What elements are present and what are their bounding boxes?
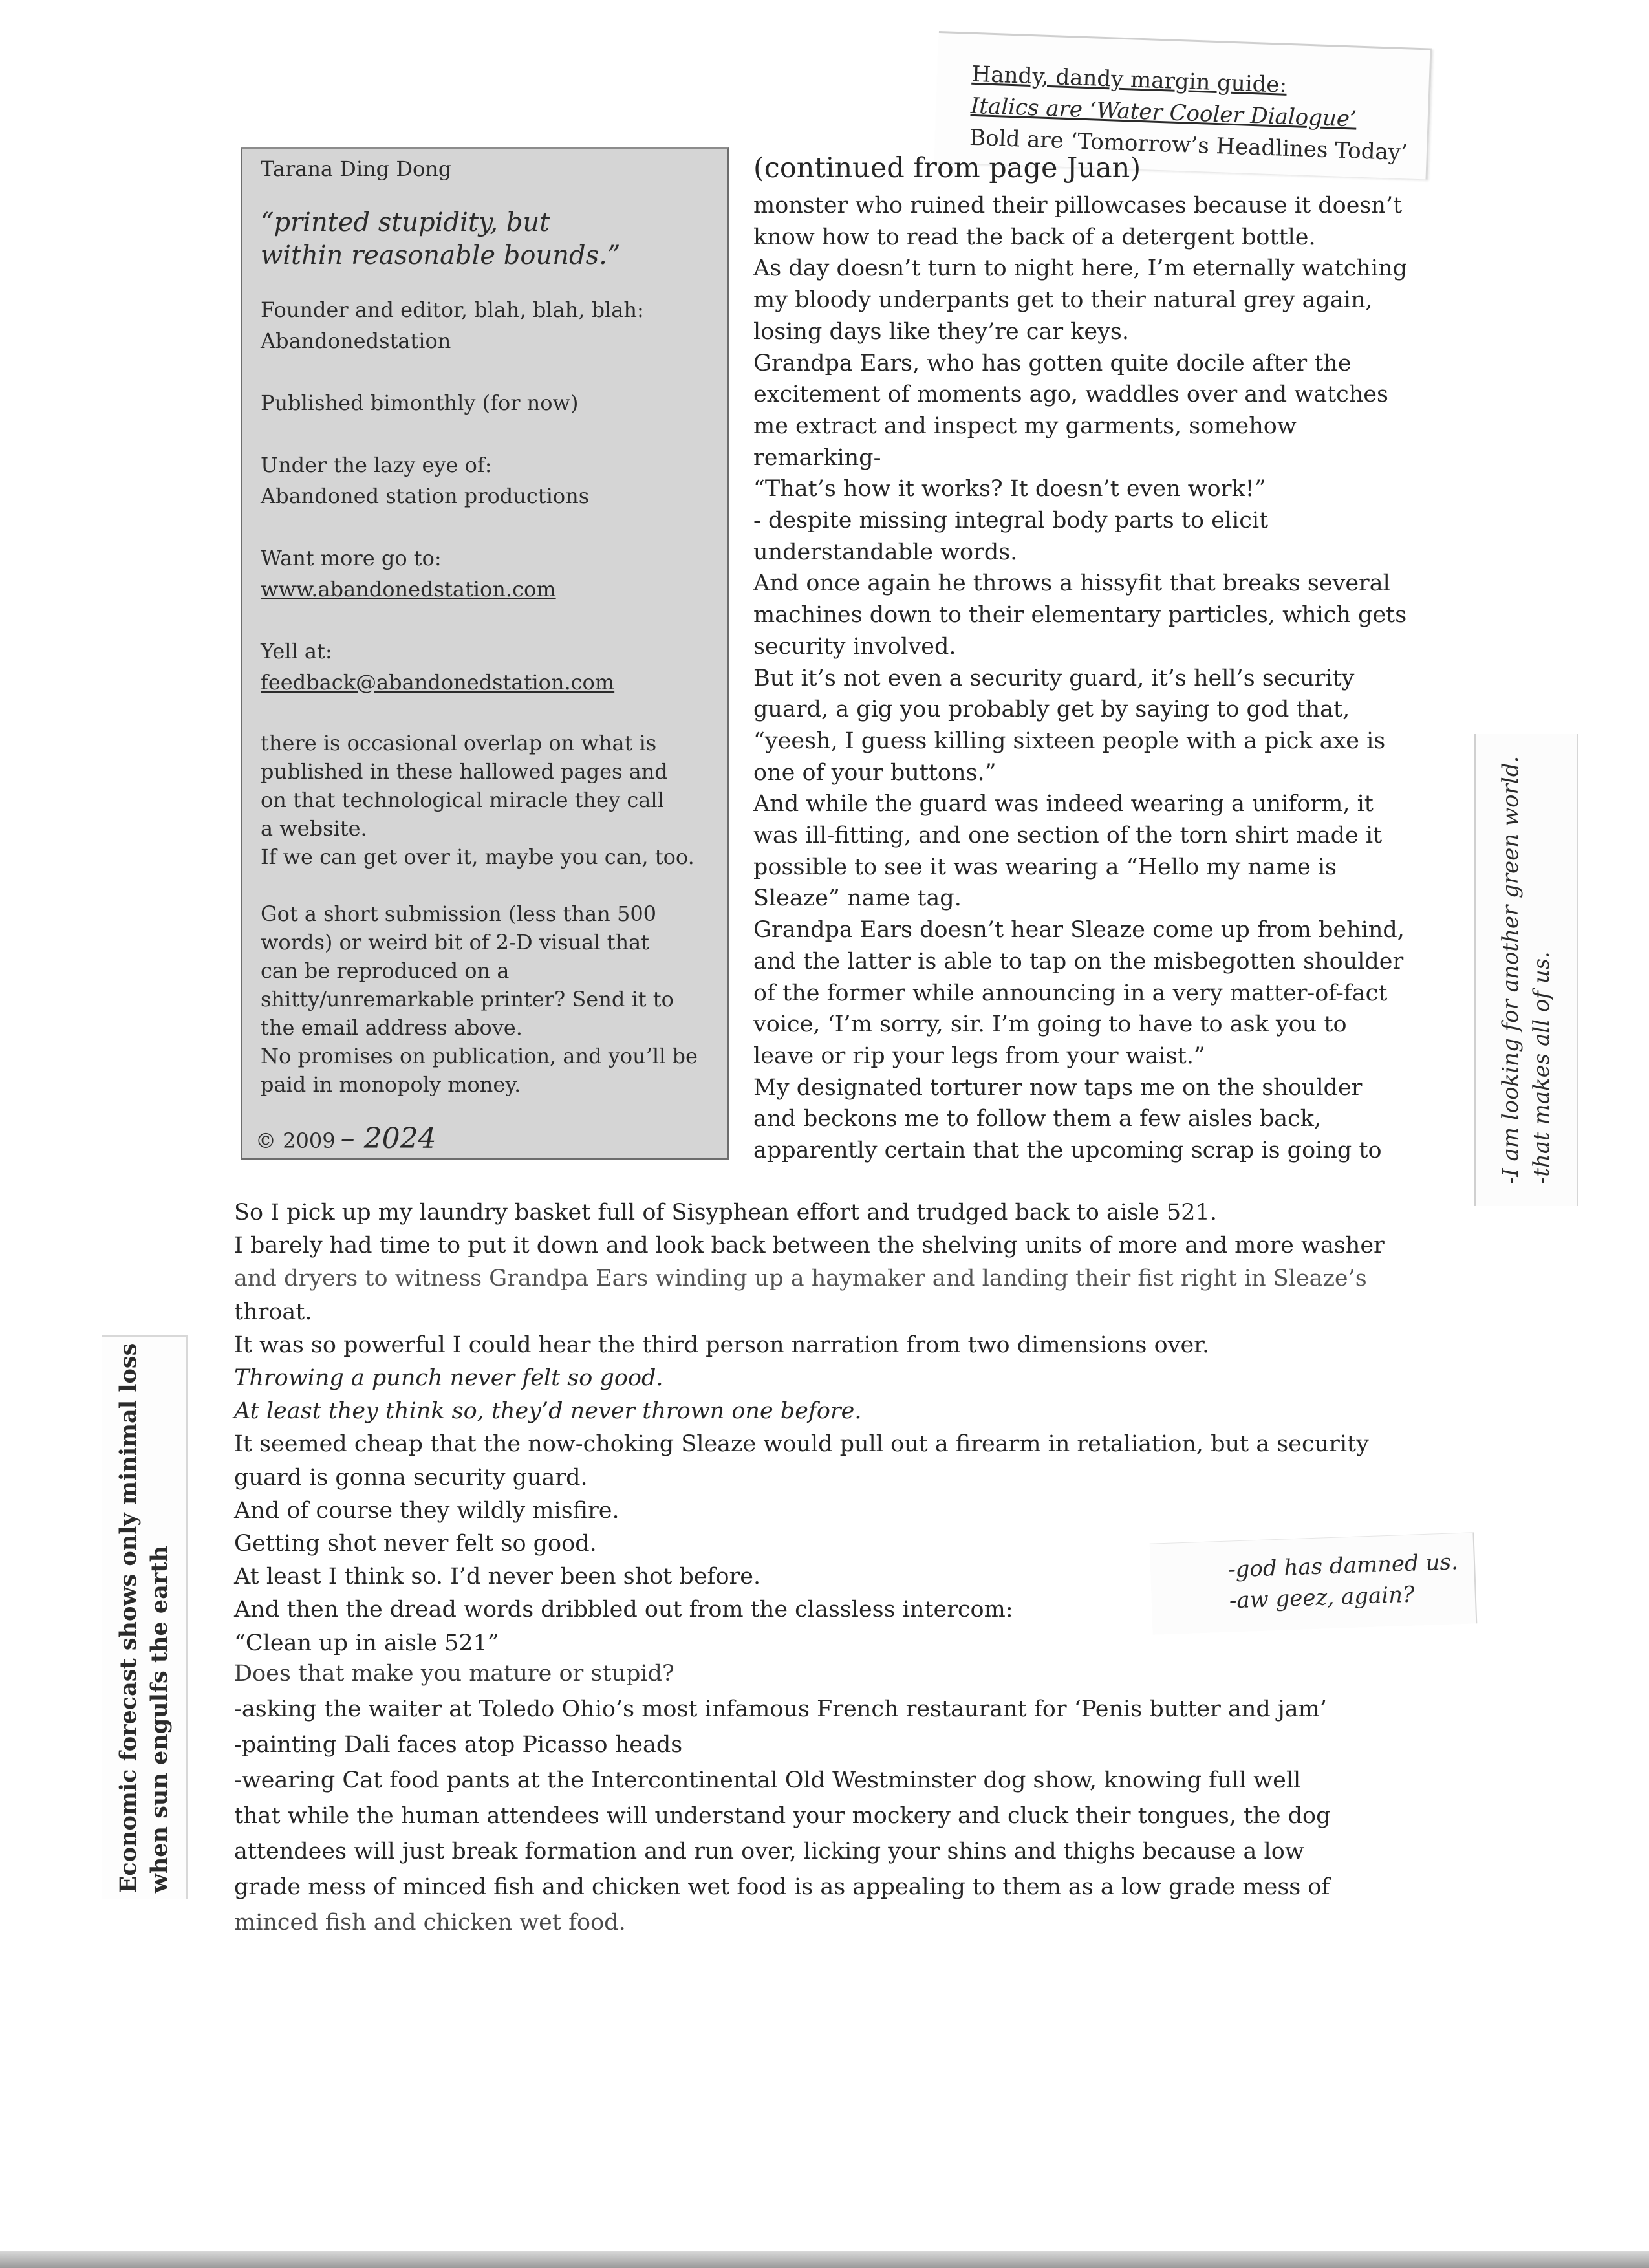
note-line: If we can get over it, maybe you can, too. <box>261 845 695 869</box>
column-line: apparently certain that the upcoming scrap is going to <box>753 1138 1382 1164</box>
column-line: understandable words. <box>753 539 1018 565</box>
story-line: And of course they wildly misfire. <box>234 1497 620 1524</box>
dialogue-line: At least they think so, they’d never thrown one before. <box>234 1398 862 1425</box>
submit-line: Got a short submission (less than 500 <box>261 902 657 926</box>
publisher-name: Abandoned station productions <box>261 484 590 508</box>
submit-line: paid in monopoly money. <box>261 1072 521 1097</box>
column-line: leave or rip your legs from your waist.” <box>753 1042 1205 1069</box>
story-line: It seemed cheap that the now-choking Sleaze would pull out a firearm in retaliation, but a security <box>234 1431 1369 1458</box>
god-damned-clipping <box>1150 1532 1478 1634</box>
founder-name: Abandonedstation <box>261 329 451 353</box>
clipping-line: -god has damned us. <box>1227 1549 1459 1583</box>
masthead-name: Tarana Ding Dong <box>261 157 452 181</box>
submit-line: No promises on publication, and you’ll be <box>261 1044 698 1068</box>
green-world-clipping <box>1474 734 1578 1206</box>
green-world-text <box>1495 756 1557 1185</box>
clipping-line: -that makes all of us. <box>1529 951 1555 1185</box>
economic-forecast-text <box>113 1343 175 1894</box>
list-item: -asking the waiter at Toledo Ohio’s most infamous French restaurant for ‘Penis butter and jam’ <box>234 1696 1327 1722</box>
story-line: So I pick up my laundry basket full of Sisyphean effort and trudged back to aisle 521. <box>234 1200 1217 1226</box>
column-line: me extract and inspect my garments, somehow <box>753 413 1297 439</box>
guide-italics-rule: Italics are ‘Water Cooler Dialogue’ <box>970 92 1357 133</box>
list-item: -wearing Cat food pants at the Intercontinental Old Westminster dog show, knowing full well <box>234 1767 1301 1793</box>
publish-schedule: Published bimonthly (for now) <box>261 391 579 415</box>
website-link[interactable]: www.abandonedstation.com <box>261 577 556 601</box>
column-line: Sleaze” name tag. <box>753 885 962 912</box>
guide-title: Handy, dandy margin guide: <box>971 61 1288 98</box>
masthead-quote <box>261 206 727 272</box>
founder-label: Founder and editor, blah, blah, blah: <box>261 297 644 322</box>
quote-line: within reasonable bounds.” <box>261 241 621 270</box>
note-line: a website. <box>261 816 367 841</box>
founder-info <box>261 294 727 356</box>
column-line: And while the guard was indeed wearing a uniform, it <box>753 791 1374 817</box>
story-line: It was so powerful I could hear the third person narration from two dimensions over. <box>234 1332 1210 1358</box>
column-line: machines down to their elementary particles, which gets <box>753 602 1407 629</box>
scan-edge-shadow <box>0 2251 1649 2268</box>
note-line: published in these hallowed pages and <box>261 759 668 784</box>
clipping-line: -aw geez, again? <box>1229 1581 1415 1614</box>
column-line: As day doesn’t turn to night here, I’m eternally watching <box>753 255 1407 282</box>
website-info <box>261 543 727 605</box>
column-line: one of your buttons.” <box>753 759 997 786</box>
section-heading: Does that make you mature or stupid? <box>234 1661 674 1687</box>
list-item: that while the human attendees will understand your mockery and cluck their tongues, the dog <box>234 1803 1331 1829</box>
column-line: and the latter is able to tap on the misbegotten shoulder <box>753 948 1404 975</box>
continued-heading: (continued from page Juan) <box>753 152 1141 184</box>
mature-or-stupid-section <box>234 1661 1398 1936</box>
column-line: was ill-fitting, and one section of the torn shirt made it <box>753 823 1383 849</box>
copyright-handwritten: – 2024 <box>340 1122 436 1155</box>
quote-line: “printed stupidity, but <box>261 208 550 237</box>
story-line: guard is gonna security guard. <box>234 1464 588 1491</box>
email-info <box>261 636 727 698</box>
column-line: remarking- <box>753 444 881 471</box>
clipping-line: -I am looking for another green world. <box>1498 755 1524 1185</box>
headline-line: when sun engulfs the earth <box>146 1546 173 1894</box>
column-line: monster who ruined their pillowcases because it doesn’t <box>753 193 1403 219</box>
column-line: losing days like they’re car keys. <box>753 318 1129 345</box>
column-line: Grandpa Ears doesn’t hear Sleaze come up from behind, <box>753 917 1405 944</box>
note-line: there is occasional overlap on what is <box>261 731 657 755</box>
list-item: attendees will just break formation and run over, licking your shins and thighs because a low <box>234 1839 1304 1864</box>
column-line: possible to see it was wearing a “Hello my name is <box>753 854 1337 880</box>
copyright <box>255 1123 436 1156</box>
list-item: grade mess of minced fish and chicken wet food is as appealing to them as a low grade mess of <box>234 1874 1330 1900</box>
column-line: excitement of moments ago, waddles over and watches <box>753 382 1388 408</box>
continued-column <box>753 149 1413 1167</box>
economic-forecast-clipping <box>102 1335 188 1899</box>
submit-line: shitty/unremarkable printer? Send it to <box>261 987 674 1011</box>
story-line: And then the dread words dribbled out from the classless intercom: <box>234 1597 1013 1623</box>
email-link[interactable]: feedback@abandonedstation.com <box>261 670 615 695</box>
column-line: Grandpa Ears, who has gotten quite docile after the <box>753 350 1352 376</box>
story-line: throat. <box>234 1299 312 1325</box>
masthead-box <box>241 147 729 1160</box>
column-line: guard, a gig you probably get by saying to god that, <box>753 697 1350 723</box>
submit-line: the email address above. <box>261 1015 523 1040</box>
submit-line: words) or weird bit of 2-D visual that <box>261 930 650 955</box>
column-line: security involved. <box>753 633 956 660</box>
website-label: Want more go to: <box>261 546 442 570</box>
list-item: minced fish and chicken wet food. <box>234 1910 626 1936</box>
column-line: and beckons me to follow them a few aisles back, <box>753 1106 1322 1132</box>
overlap-note <box>261 729 727 871</box>
headline-line: Economic forecast shows only minimal loss <box>115 1343 142 1894</box>
list-item: -painting Dali faces atop Picasso heads <box>234 1732 683 1758</box>
note-line: on that technological miracle they call <box>261 788 664 812</box>
column-line: my bloody underpants get to their natural grey again, <box>753 287 1373 314</box>
story-line: At least I think so. I’d never been shot before. <box>234 1564 761 1590</box>
submission-note <box>261 900 727 1099</box>
column-line: My designated torturer now taps me on the shoulder <box>753 1074 1363 1101</box>
publisher-label: Under the lazy eye of: <box>261 453 492 477</box>
publisher-info <box>261 449 727 512</box>
story-line: “Clean up in aisle 521” <box>234 1630 499 1656</box>
dialogue-line: Throwing a punch never felt so good. <box>234 1365 663 1392</box>
email-label: Yell at: <box>261 639 332 664</box>
column-line: of the former while announcing in a very matter-of-fact <box>753 980 1388 1006</box>
guide-bold-rule: Bold are ‘Tomorrow’s Headlines Today’ <box>969 124 1408 166</box>
copyright-printed: © 2009 <box>255 1129 336 1153</box>
column-line: know how to read the back of a detergent bottle. <box>753 224 1316 250</box>
submit-line: can be reproduced on a <box>261 958 510 983</box>
column-line: And once again he throws a hissyfit that breaks several <box>753 570 1390 597</box>
column-line: But it’s not even a security guard, it’s hell’s security <box>753 665 1355 691</box>
column-line: - despite missing integral body parts to elicit <box>753 508 1269 534</box>
section-heading-fragment <box>234 1661 1398 1692</box>
story-line: and dryers to witness Grandpa Ears winding up a haymaker and landing their fist right in Sleaze’s <box>234 1266 1367 1292</box>
story-line: Getting shot never felt so good. <box>234 1531 597 1557</box>
column-line: voice, ‘I’m sorry, sir. I’m going to have to ask you to <box>753 1011 1347 1038</box>
story-line: I barely had time to put it down and look back between the shelving units of more and more washer <box>234 1233 1385 1259</box>
column-line: “That’s how it works? It doesn’t even work!” <box>753 476 1266 502</box>
column-line: “yeesh, I guess killing sixteen people with a pick axe is <box>753 728 1386 754</box>
